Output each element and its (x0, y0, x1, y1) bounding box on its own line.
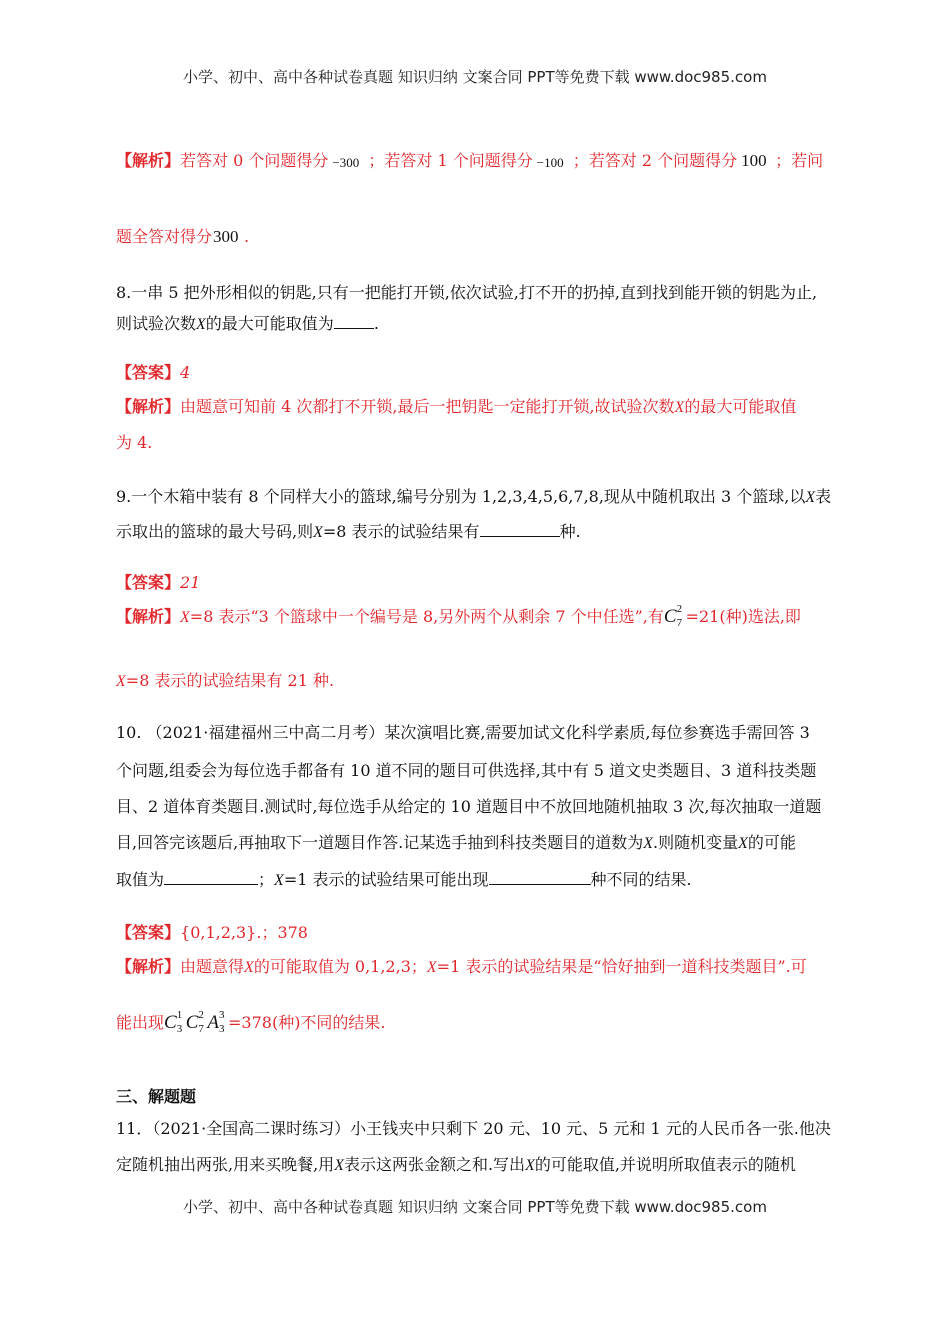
superscript: 3 (219, 1009, 225, 1021)
q7-value: 100 (741, 151, 767, 170)
q8-text: 由题意可知前 4 次都打不开锁,最后一把钥匙一定能打开锁,故试验次数 (180, 397, 675, 416)
math-symbol: C (164, 1012, 177, 1033)
q7-analysis-line2 (116, 226, 832, 248)
q7-value: 300 (213, 227, 239, 246)
q10-text: 种不同的结果. (590, 870, 692, 889)
q9-answer (116, 572, 832, 594)
variable-x: X (643, 835, 654, 852)
q10-text: 取值为 (116, 870, 165, 889)
q8-question-line2 (116, 312, 832, 336)
q7-text: ；若问 (775, 151, 824, 170)
subscript: 3 (176, 1023, 183, 1035)
variable-x: X (334, 1157, 344, 1174)
q10-text: 目,回答完该题后,再抽取下一道题目作答.记某选手抽到科技类题目的道数为 (116, 833, 644, 852)
q9-text: =8 表示的试验结果有 21 种. (125, 671, 335, 690)
q10-question-line1: 10. （2021·福建福州三中高二月考）某次演唱比赛,需要加试文化科学素质,每位参赛选手需回答 3 (116, 723, 810, 742)
q8-answer-blank (334, 312, 374, 329)
page-footer: 小学、初中、高中各种试卷真题 知识归纳 文案合同 PPT等免费下载 www.doc985.com (183, 1198, 767, 1216)
superscript: 2 (676, 603, 683, 615)
q10-question-line2: 个问题,组委会为每位选手都备有 10 道不同的题目可供选择,其中有 5 道文史类题目、3 道科技类题 (116, 761, 817, 780)
analysis-tag: 【解析】 (116, 607, 181, 626)
subscript: 7 (198, 1023, 204, 1035)
index-stack (198, 1009, 207, 1035)
index-stack (676, 603, 686, 629)
q7-text: 若答对 0 个问题得分 (180, 151, 329, 170)
combination-c-7-2 (663, 603, 686, 629)
q7-text: ；若答对 2 个问题得分 (572, 151, 738, 170)
q10-text: ； (258, 870, 275, 889)
q10-analysis-line1 (116, 956, 832, 979)
q9-text: 示取出的篮球的最大号码,则 (116, 522, 314, 541)
q9-text: 表 (815, 487, 832, 506)
variable-x: X (196, 316, 206, 333)
combination-product (164, 1009, 228, 1035)
variable-x: X (180, 609, 190, 626)
q10-text: 由题意得 (180, 957, 245, 976)
q8-answer-value: 4 (180, 363, 191, 382)
variable-x: X (738, 835, 748, 852)
section-heading: 三、解题题 (116, 1087, 197, 1106)
answer-tag: 【答案】 (116, 363, 181, 382)
variable-x: X (674, 399, 685, 416)
q10-text: 的可能取值为 0,1,2,3； (253, 957, 427, 976)
variable-x: X (525, 1157, 535, 1174)
math-symbol: A (207, 1012, 219, 1033)
q9-analysis-line2 (116, 670, 832, 693)
q7-value: −100 (536, 155, 564, 170)
q10-question-line3: 目、2 道体育类题目.测试时,每位选手从给定的 10 道题目中不放回地随机抽取 3 次,每次抽取一道题 (116, 797, 822, 816)
answer-tag: 【答案】 (116, 573, 181, 592)
q7-text: ；若答对 1 个问题得分 (368, 151, 533, 170)
q10-question-line5 (116, 868, 832, 892)
q8-text: 的最大可能取值为 (205, 314, 334, 333)
superscript: 1 (176, 1009, 183, 1021)
q9-text: =21(种)选法,即 (685, 607, 801, 626)
q7-analysis-line1 (116, 150, 832, 172)
q10-text: 的可能 (747, 833, 796, 852)
q9-text: 种. (559, 522, 581, 541)
analysis-tag: 【解析】 (116, 957, 181, 976)
q10-text: =378(种)不同的结果. (228, 1013, 386, 1032)
variable-x: X (426, 959, 437, 976)
variable-x: X (244, 959, 254, 976)
variable-x: X (313, 524, 323, 541)
subscript: 3 (219, 1023, 225, 1035)
variable-x: X (274, 872, 284, 889)
q7-text: . (244, 227, 250, 246)
q10-question-line4 (116, 832, 832, 855)
superscript: 2 (198, 1009, 204, 1021)
variable-x: X (116, 673, 126, 690)
q11-text: 定随机抽出两张,用来买晚餐,用 (116, 1155, 335, 1174)
q9-text: =8 表示的试验结果有 (322, 522, 480, 541)
q10-analysis-line2 (116, 1009, 832, 1035)
analysis-tag: 【解析】 (116, 397, 181, 416)
q10-text: 能出现 (116, 1013, 165, 1032)
variable-x: X (805, 489, 816, 506)
q9-answer-value: 21 (180, 573, 201, 592)
q10-answer-blank-1 (164, 868, 258, 885)
index-stack (176, 1009, 186, 1035)
q7-value: −300 (332, 155, 360, 170)
math-symbol: C (663, 606, 677, 627)
q8-text: 的最大可能取值 (684, 397, 797, 416)
q9-text: 9.一个木箱中装有 8 个同样大小的篮球,编号分别为 1,2,3,4,5,6,7,8,现从中随机取出 3 个篮球,以 (116, 487, 806, 506)
q10-answer-value: {0,1,2,3}.；378 (180, 923, 308, 942)
page-header: 小学、初中、高中各种试卷真题 知识归纳 文案合同 PPT等免费下载 www.doc985.com (183, 68, 767, 86)
answer-tag: 【答案】 (116, 923, 181, 942)
analysis-tag: 【解析】 (116, 151, 181, 170)
q11-text: 表示这两张金额之和.写出 (343, 1155, 526, 1174)
q8-answer (116, 362, 832, 384)
q8-analysis-line1 (116, 396, 832, 419)
q9-question-line1 (116, 486, 832, 509)
q8-question-line1: 8.一串 5 把外形相似的钥匙,只有一把能打开锁,依次试验,打不开的扔掉,直到找到能开锁的钥匙为止, (116, 283, 818, 302)
q9-text: =8 表示“3 个篮球中一个编号是 8,另外两个从剩余 7 个中任选”,有 (189, 607, 664, 626)
q9-answer-blank (480, 520, 560, 537)
index-stack (219, 1009, 228, 1035)
q10-text: .则随机变量 (653, 833, 739, 852)
q10-text: =1 表示的试验结果是“恰好抽到一道科技类题目”.可 (436, 957, 807, 976)
q8-text: . (373, 314, 379, 333)
q9-question-line2 (116, 520, 832, 544)
q10-text: =1 表示的试验结果可能出现 (283, 870, 489, 889)
q10-answer-blank-2 (489, 868, 591, 885)
q11-question-line2 (116, 1154, 832, 1177)
q11-question-line1: 11．（2021·全国高二课时练习）小王钱夹中只剩下 20 元、10 元、5 元和 1 元的人民币各一张.他决 (116, 1119, 831, 1138)
q8-text: 则试验次数 (116, 314, 197, 333)
subscript: 7 (676, 617, 683, 629)
math-symbol: C (185, 1012, 199, 1033)
q7-text: 题全答对得分 (116, 227, 213, 246)
q8-analysis-line2: 为 4. (116, 433, 153, 452)
q10-answer (116, 922, 832, 944)
q11-text: 的可能取值,并说明所取值表示的随机 (534, 1155, 796, 1174)
q9-analysis-line1 (116, 603, 832, 629)
